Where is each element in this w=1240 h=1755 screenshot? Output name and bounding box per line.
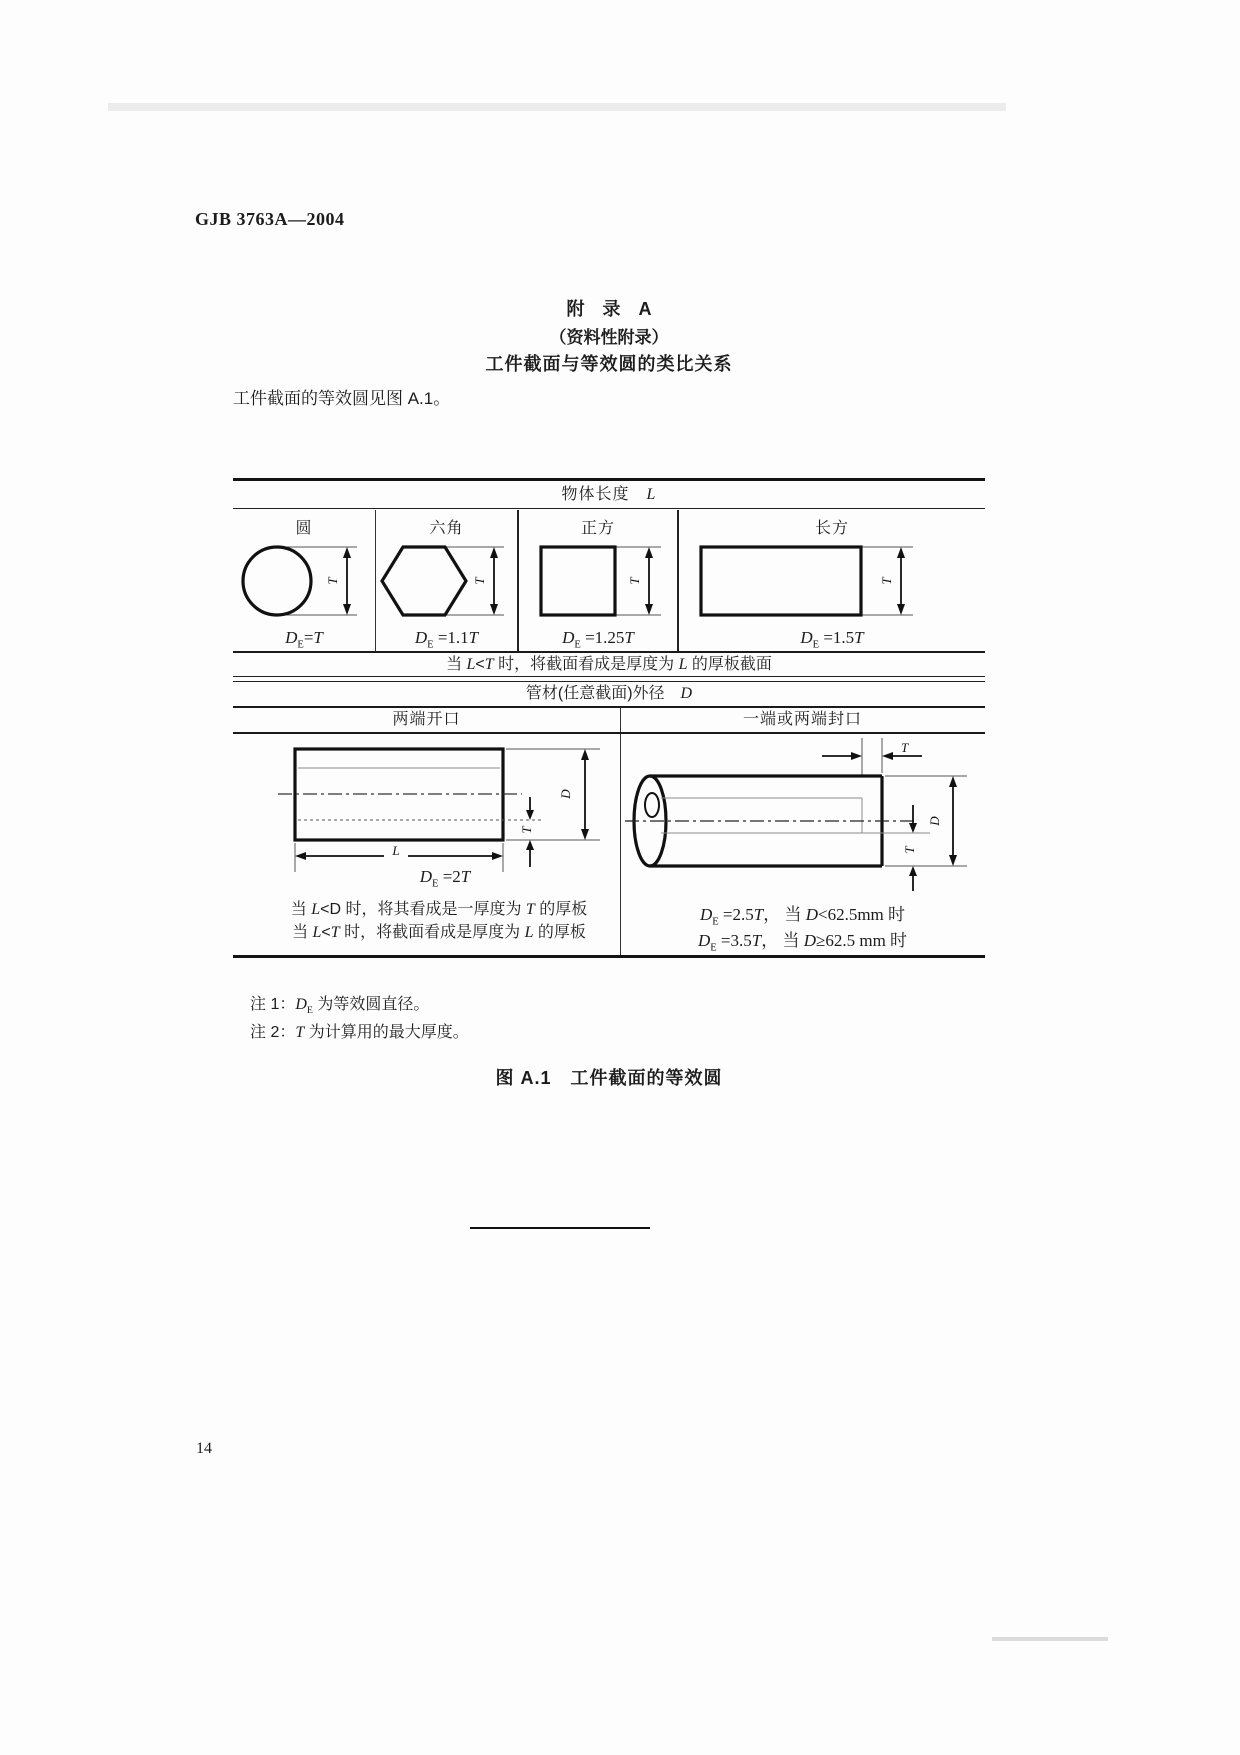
formula-rectangle: $D_E =1.5T$ — [800, 628, 864, 651]
shape-label-rectangle: 长方 — [814, 520, 849, 537]
arrowhead-down — [897, 604, 905, 615]
appendix-heading: 工件截面与等效圆的类比关系 — [485, 354, 733, 374]
formula-circle: $D_E=T$ — [285, 628, 323, 651]
end-of-text-rule — [470, 1227, 650, 1229]
arrowhead-up — [343, 547, 351, 558]
tube-sealed-drawing — [625, 733, 985, 903]
pipe-column-headers — [233, 709, 985, 731]
circle-drawing — [233, 537, 375, 625]
rectangle-shape — [701, 547, 861, 615]
dim-label-T: T — [325, 577, 340, 585]
arrowhead-up — [490, 547, 498, 558]
appendix-subtitle: （资料性附录） — [549, 328, 669, 347]
arrowhead-down — [645, 604, 653, 615]
square-drawing — [519, 537, 679, 625]
formula-sealed-1: $D_E =2.5T$， 当 D<62.5mm 时 — [699, 905, 906, 928]
shape-label-square: 正方 — [580, 520, 615, 537]
shape-cell-rectangle — [677, 510, 985, 651]
arrowhead-down — [343, 604, 351, 615]
tube-open-drawing — [278, 739, 608, 879]
dim-label-T: T — [627, 577, 642, 585]
table-divider — [233, 651, 985, 653]
dim-label-T: T — [472, 577, 487, 585]
dim-label-T: T — [879, 577, 894, 585]
shape-row — [233, 510, 985, 651]
dim-label-T-bottom: T — [902, 846, 917, 854]
appendix-title: 附 录 A — [566, 299, 652, 319]
table-divider — [233, 706, 985, 708]
formula-sealed-2: $D_E =3.5T$， 当 D≥62.5 mm 时 — [697, 931, 908, 954]
open-tube-note-2: 当 L<T 时，将截面看成是厚度为 L 的厚板 — [292, 924, 586, 941]
footnote-1: 注 1：$D_E$ 为等效圆直径。 — [250, 996, 430, 1017]
pipe-sealed-header: 一端或两端封口 — [742, 711, 862, 728]
shape-label-hexagon: 六角 — [429, 520, 464, 537]
thin-plate-note: 当 L<T 时，将截面看成是厚度为 L 的厚板截面 — [446, 656, 772, 673]
pipe-open-header: 两端开口 — [392, 711, 461, 728]
dim-label-D: D — [927, 816, 942, 826]
formula-hexagon: $D_E =1.1T$ — [414, 628, 479, 651]
page-number: 14 — [196, 1440, 212, 1457]
arrowhead-up — [645, 547, 653, 558]
dim-label-L: L — [392, 843, 400, 858]
arrowhead-up — [897, 547, 905, 558]
rectangle-drawing — [679, 537, 987, 625]
figure-caption: 图 A.1 工件截面的等效圆 — [495, 1068, 723, 1088]
formula-open-tube: $D_E =2T$ — [419, 867, 471, 890]
square-shape — [541, 547, 615, 615]
shape-label-circle: 圆 — [295, 520, 313, 537]
table-header-length: 物体长度 L — [233, 481, 985, 509]
column-separator — [620, 707, 621, 955]
circle-shape — [243, 547, 311, 615]
dim-label-T-top: T — [901, 740, 909, 755]
intro-text: 工件截面的等效圆见图 A.1。 — [233, 389, 451, 408]
figure-table — [233, 478, 985, 958]
double-divider — [233, 676, 985, 682]
arrowhead-down — [490, 604, 498, 615]
open-tube-note-1: 当 L<D 时，将其看成是一厚度为 T 的厚板 — [290, 901, 588, 918]
formula-square: $D_E =1.25T$ — [562, 628, 634, 651]
hexagon-shape — [382, 547, 466, 615]
scan-artifact-top — [108, 103, 1006, 111]
shape-cell-hexagon — [375, 510, 517, 651]
hexagon-drawing — [376, 537, 518, 625]
shape-cell-circle — [233, 510, 375, 651]
dim-label-T: T — [519, 826, 534, 834]
scan-artifact-bottom — [992, 1637, 1108, 1641]
shape-cell-square — [517, 510, 677, 651]
tube-inner-mouth — [645, 793, 659, 817]
doc-number: GJB 3763A—2004 — [195, 209, 345, 229]
footnote-2: 注 2：T 为计算用的最大厚度。 — [250, 1024, 469, 1041]
dim-label-D: D — [558, 789, 573, 799]
pipe-header: 管材(任意截面)外径 D — [525, 685, 693, 702]
